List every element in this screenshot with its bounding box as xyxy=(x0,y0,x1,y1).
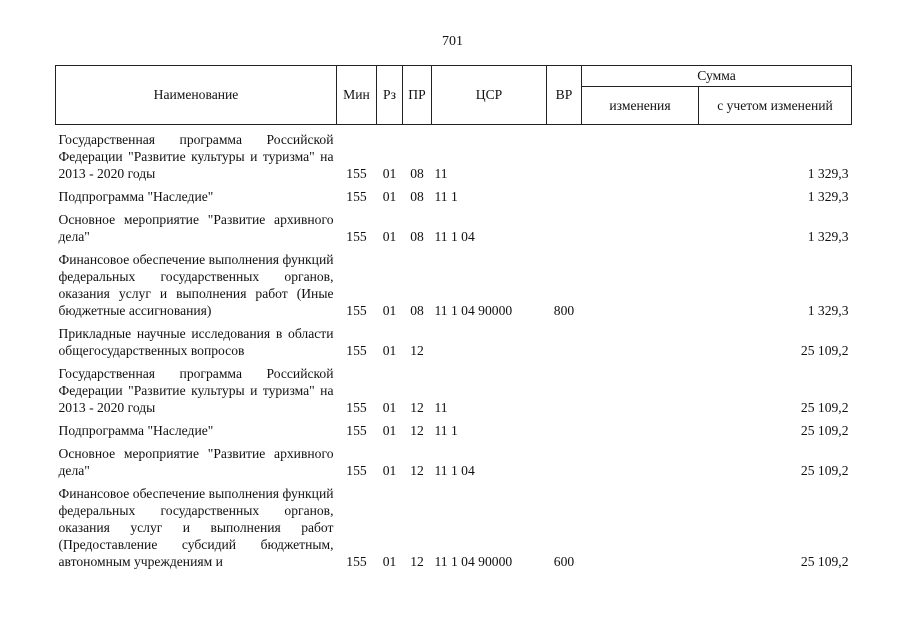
cell-total: 1 329,3 xyxy=(807,166,849,181)
cell-total: 25 109,2 xyxy=(800,343,849,358)
cell-pr: 12 xyxy=(410,343,424,358)
cell-changes xyxy=(582,248,699,322)
cell-pr: 08 xyxy=(410,166,424,181)
cell-rz: 01 xyxy=(382,400,397,415)
cell-name: Финансовое обеспечение выполнения функций федеральных государственных органов, оказания услуг и выполнения работ (Предоставление субсидий бюджетным, автономным учреждениям и xyxy=(58,486,334,569)
cell-vr xyxy=(547,322,582,362)
cell-changes xyxy=(582,482,699,573)
cell-pr: 08 xyxy=(410,303,424,318)
cell-vr xyxy=(547,419,582,442)
cell-vr: 800 xyxy=(553,303,575,318)
cell-min: 155 xyxy=(346,343,367,358)
table-row xyxy=(56,322,852,362)
cell-name: Подпрограмма "Наследие" xyxy=(58,423,214,438)
cell-rz: 01 xyxy=(382,166,397,181)
cell-csr: 11 xyxy=(434,400,448,415)
cell-vr xyxy=(547,125,582,186)
table-row xyxy=(56,419,852,442)
cell-rz: 01 xyxy=(382,303,397,318)
header-pr: ПР xyxy=(403,66,432,125)
cell-vr xyxy=(547,208,582,248)
cell-pr: 12 xyxy=(410,463,424,478)
cell-vr xyxy=(547,362,582,419)
cell-pr: 12 xyxy=(410,400,424,415)
table-row xyxy=(56,442,852,482)
cell-min: 155 xyxy=(346,400,367,415)
cell-rz: 01 xyxy=(382,463,397,478)
cell-name: Финансовое обеспечение выполнения функций федеральных государственных органов, оказания услуг и выполнения работ (Иные бюджетные ассигнования) xyxy=(58,252,334,318)
cell-csr xyxy=(432,322,547,362)
cell-name: Государственная программа Российской Федерации "Развитие культуры и туризма" на 2013 - 2020 годы xyxy=(58,366,334,415)
header-name: Наименование xyxy=(56,66,337,125)
cell-csr: 11 1 xyxy=(434,189,458,204)
cell-vr: 600 xyxy=(553,554,575,569)
table-row xyxy=(56,125,852,186)
cell-csr: 11 1 04 xyxy=(434,229,475,244)
table-row xyxy=(56,362,852,419)
cell-name: Основное мероприятие "Развитие архивного дела" xyxy=(58,212,334,244)
header-sum: Сумма xyxy=(582,66,852,87)
cell-csr: 11 1 04 90000 xyxy=(434,303,513,318)
cell-changes xyxy=(582,125,699,186)
header-changes: изменения xyxy=(582,87,699,125)
cell-min: 155 xyxy=(346,554,367,569)
cell-name: Государственная программа Российской Федерации "Развитие культуры и туризма" на 2013 - 2020 годы xyxy=(58,132,334,181)
cell-csr: 11 1 04 xyxy=(434,463,475,478)
cell-min: 155 xyxy=(346,463,367,478)
cell-min: 155 xyxy=(346,423,367,438)
cell-changes xyxy=(582,208,699,248)
cell-changes xyxy=(582,362,699,419)
cell-rz: 01 xyxy=(382,189,397,204)
header-rz: Рз xyxy=(377,66,403,125)
cell-vr xyxy=(547,442,582,482)
cell-total: 25 109,2 xyxy=(800,423,849,438)
cell-pr: 08 xyxy=(410,229,424,244)
cell-total: 1 329,3 xyxy=(807,229,849,244)
cell-min: 155 xyxy=(346,229,367,244)
cell-min: 155 xyxy=(346,303,367,318)
header-with-changes: с учетом изменений xyxy=(699,87,852,125)
cell-csr: 11 1 xyxy=(434,423,458,438)
cell-total: 25 109,2 xyxy=(800,400,849,415)
cell-changes xyxy=(582,322,699,362)
cell-name: Основное мероприятие "Развитие архивного дела" xyxy=(58,446,334,478)
cell-total: 25 109,2 xyxy=(800,463,849,478)
page-number: 701 xyxy=(442,34,463,49)
budget-table xyxy=(55,65,852,573)
cell-rz: 01 xyxy=(382,343,397,358)
cell-pr: 12 xyxy=(410,554,424,569)
cell-total: 1 329,3 xyxy=(807,303,849,318)
cell-vr xyxy=(547,185,582,208)
cell-changes xyxy=(582,185,699,208)
cell-min: 155 xyxy=(346,166,367,181)
header-vr: ВР xyxy=(547,66,582,125)
table-body xyxy=(56,125,852,574)
cell-changes xyxy=(582,419,699,442)
cell-total: 1 329,3 xyxy=(807,189,849,204)
cell-changes xyxy=(582,442,699,482)
cell-name: Подпрограмма "Наследие" xyxy=(58,189,214,204)
cell-csr: 11 1 04 90000 xyxy=(434,554,513,569)
cell-rz: 01 xyxy=(382,423,397,438)
table-row xyxy=(56,185,852,208)
cell-rz: 01 xyxy=(382,554,397,569)
table-row xyxy=(56,208,852,248)
table-row xyxy=(56,482,852,573)
cell-pr: 12 xyxy=(410,423,424,438)
header-min: Мин xyxy=(337,66,377,125)
cell-name: Прикладные научные исследования в области общегосударственных вопросов xyxy=(58,326,334,358)
cell-rz: 01 xyxy=(382,229,397,244)
table-row xyxy=(56,248,852,322)
header-csr: ЦСР xyxy=(432,66,547,125)
cell-min: 155 xyxy=(346,189,367,204)
cell-pr: 08 xyxy=(410,189,424,204)
cell-total: 25 109,2 xyxy=(800,554,849,569)
cell-csr: 11 xyxy=(434,166,448,181)
